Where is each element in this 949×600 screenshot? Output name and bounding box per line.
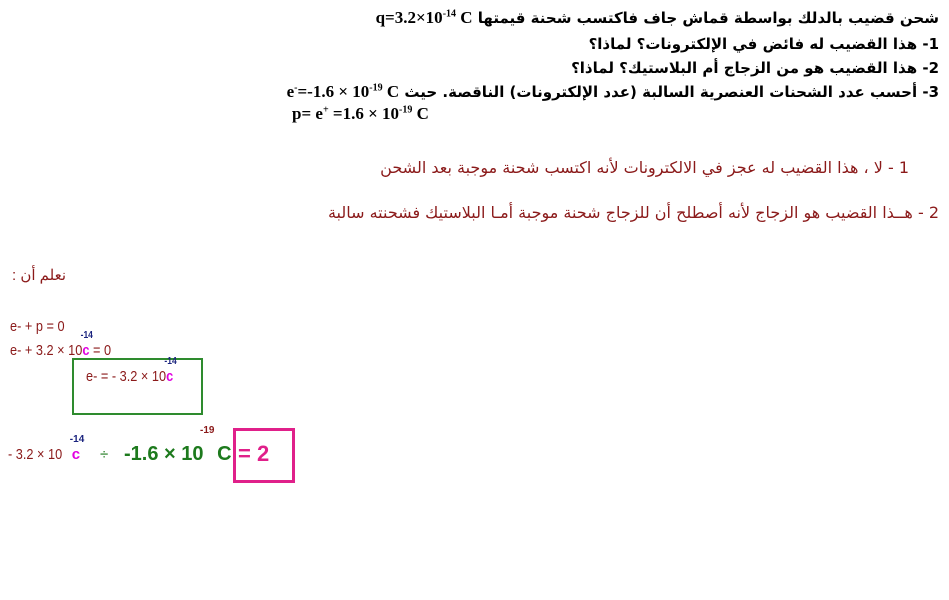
equation-3-exponent: -14: [164, 356, 177, 367]
answer-1: 1 - لا ، هذا القضيب له عجز في الالكترونات لأنه اكتسب شحنة موجبة بعد الشحن: [380, 158, 909, 177]
equation-1: e- + p = 0: [10, 318, 65, 335]
result-box-electron: [72, 358, 203, 415]
proton-value: =1.6 × 10: [332, 104, 400, 123]
division-sign: ÷: [100, 446, 109, 463]
equation-3: [86, 356, 177, 385]
question-line-1: [376, 8, 939, 28]
electron-symbol: e: [286, 82, 295, 101]
equation-2: [10, 330, 112, 359]
question-item-3: [287, 82, 939, 102]
equation-2-exponent: -14: [80, 330, 93, 341]
equation-3-lhs: e- = - 3.2 × 10: [86, 368, 167, 385]
question-intro: شحن قضيب بالدلك بواسطة قماش جاف فاكتسب شحنة قيمتها: [477, 9, 939, 27]
known-that-label: نعلم أن :: [12, 267, 67, 284]
denominator-unit: C: [217, 443, 232, 465]
question-item-1: 1- هذا القضيب له فائض في الإلكترونات؟ لماذا؟: [588, 35, 939, 53]
numerator-value: - 3.2 × 10: [8, 446, 63, 463]
electron-charge: [287, 82, 400, 101]
proton-unit: C: [416, 104, 429, 123]
answer-2: 2 - هــذا القضيب هو الزجاج لأنه أصطلح أن للزجاج شحنة موجبة أمـا البلاستيك فشحنته سالبة: [327, 203, 939, 222]
question-item-3-text: 3- أحسب عدد الشحنات العنصرية السالبة (عدد الإلكترونات) الناقصة. حيث: [404, 83, 939, 101]
electron-unit: C: [386, 82, 400, 101]
numerator-exponent: -14: [69, 434, 85, 445]
division-denominator: [124, 425, 232, 466]
equation-2-rhs: = 0: [92, 342, 112, 359]
numerator-unit: c: [71, 446, 81, 463]
electron-exponent: -19: [369, 82, 383, 94]
denominator-exponent: -19: [200, 425, 215, 436]
final-result: = 2: [238, 441, 270, 466]
equation-3-unit: c: [166, 368, 174, 385]
electron-sign: -: [294, 82, 298, 94]
equation-2-unit: c: [82, 342, 90, 359]
charge-unit: C: [460, 8, 473, 27]
proton-symbol: p= e: [292, 104, 323, 123]
charge-mantissa: q=3.2×10: [375, 8, 443, 27]
proton-charge: [292, 104, 429, 124]
charge-exponent: -14: [442, 8, 457, 20]
proton-sign: +: [322, 104, 329, 116]
numerator-unit-group: [69, 434, 85, 463]
denominator-value: -1.6 × 10: [124, 443, 204, 465]
equation-2-lhs: e- + 3.2 × 10: [10, 342, 83, 359]
division-numerator: [8, 434, 85, 463]
equation-3-unit-group: [164, 356, 177, 385]
question-item-2: 2- هذا القضيب هو من الزجاج أم البلاستيك؟ لماذا؟: [571, 59, 939, 77]
proton-exponent: -19: [399, 104, 413, 116]
charge-value: [376, 8, 473, 27]
electron-value: =-1.6 × 10: [297, 82, 370, 101]
equation-2-unit-group: [80, 330, 93, 359]
